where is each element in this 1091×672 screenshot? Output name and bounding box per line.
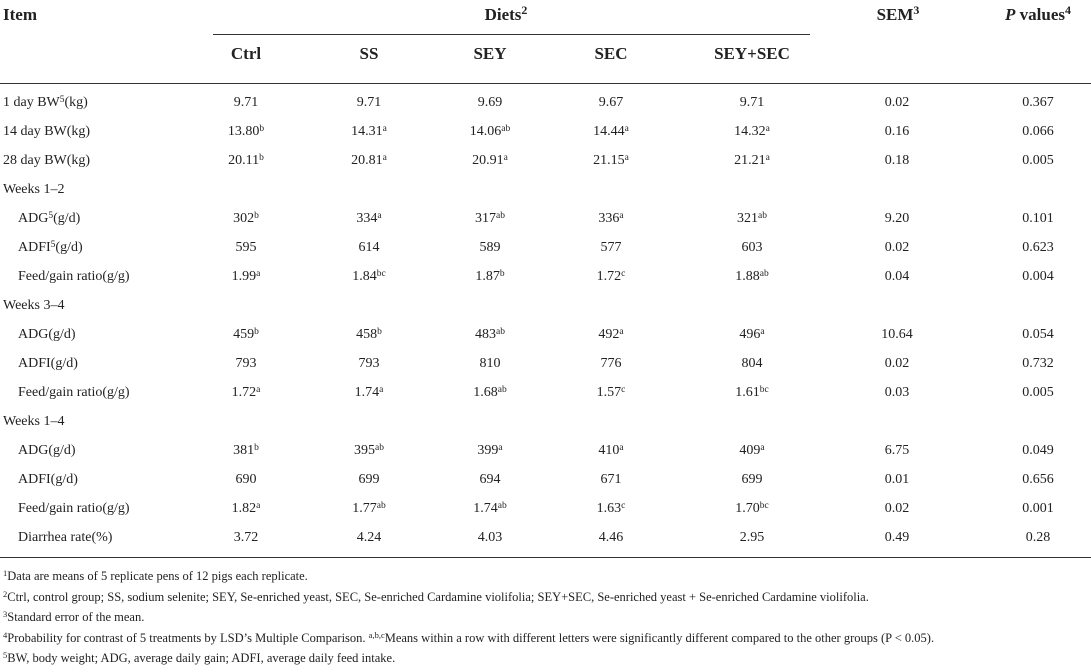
row-label: Feed/gain ratio(g/g) [18, 501, 130, 516]
footnote-2: $^2$Ctrl, control group; SS, sodium selenite; SEY, Se-enriched yeast, SEC, Se-enriched Cardamine violifolia; SEY+SEC, Se-enriched yeast + Se-enriched Cardamine violifolia. [3, 588, 869, 604]
table-cell: 4.03 [477, 530, 503, 545]
table-cell: 1.74$^a$ [354, 384, 384, 400]
header-sem: SEM$^3$ [876, 3, 920, 24]
table-cell: 1.84$^{bc}$ [352, 268, 386, 284]
table-cell: 20.11$^b$ [228, 152, 264, 168]
table-cell: $321^{ab}$ [737, 210, 767, 226]
p-value-cell: 0.054 [1022, 327, 1054, 342]
row-label: ADFI(g/d) [18, 356, 78, 371]
table-cell: 614 [358, 240, 380, 255]
table-cell: 459$^b$ [233, 326, 259, 342]
diets-underline [213, 34, 810, 35]
table-cell: 458$^b$ [356, 326, 382, 342]
p-value-cell: 0.732 [1022, 356, 1054, 371]
table-cell: 20.81$^a$ [351, 152, 387, 168]
table-cell: 810 [479, 356, 501, 371]
header-p-values: P values$^4$ [1005, 3, 1071, 24]
p-value-cell: 0.066 [1022, 124, 1054, 139]
table-cell: 1.77$^{ab}$ [352, 500, 386, 516]
table-cell: 9.69 [477, 95, 503, 110]
row-label: Feed/gain ratio(g/g) [18, 385, 130, 400]
row-label: ADG(g/d) [18, 443, 76, 458]
column-header-sey-sec: SEY+SEC [714, 44, 790, 63]
column-header-ctrl: Ctrl [230, 44, 262, 63]
row-label: ADG$^5$(g/d) [18, 210, 81, 226]
table-cell: 9.71 [233, 95, 259, 110]
p-value-cell: 0.623 [1022, 240, 1054, 255]
table-cell: 1.57$^c$ [596, 384, 626, 400]
p-value-cell: 0.004 [1022, 269, 1054, 284]
sem-cell: 0.01 [884, 472, 910, 487]
table-cell: 381$^b$ [233, 442, 259, 458]
section-label: Weeks 3–4 [3, 298, 65, 313]
row-label: 28 day BW(kg) [3, 153, 91, 168]
table-cell: 1.72$^a$ [231, 384, 261, 400]
header-item: Item [3, 5, 37, 24]
sem-cell: 9.20 [884, 211, 910, 226]
p-value-cell: 0.005 [1022, 385, 1054, 400]
row-label: ADFI$^5$(g/d) [18, 239, 83, 255]
p-value-cell: 0.005 [1022, 153, 1054, 168]
table-cell: 9.71 [356, 95, 382, 110]
table-cell: 334$^a$ [356, 210, 382, 226]
table-cell: 1.61$^{bc}$ [735, 384, 769, 400]
sem-cell: 0.16 [884, 124, 910, 139]
table-cell: 4.24 [356, 530, 382, 545]
p-value-cell: 0.101 [1022, 211, 1054, 226]
footnote-5: $^5$BW, body weight; ADG, average daily gain; ADFI, average daily feed intake. [3, 650, 396, 665]
table-cell: 699 [358, 472, 380, 487]
p-value-cell: 0.001 [1022, 501, 1054, 516]
table-cell: 4.46 [598, 530, 624, 545]
table-cell: $317^{ab}$ [475, 210, 505, 226]
column-header-sey: SEY [473, 44, 507, 63]
table-cell: 776 [600, 356, 622, 371]
table-cell: 496$^a$ [739, 326, 765, 342]
table-cell: 595 [235, 240, 257, 255]
table-cell: 1.99$^a$ [231, 268, 261, 284]
p-value-cell: 0.656 [1022, 472, 1054, 487]
header-diets: Diets$^2$ [484, 3, 528, 24]
table-cell: 9.67 [598, 95, 624, 110]
bottom-rule [0, 557, 1091, 558]
table-cell: 20.91$^a$ [472, 152, 508, 168]
sem-cell: 6.75 [884, 443, 910, 458]
table-cell: 1.74$^{ab}$ [473, 500, 507, 516]
sem-cell: 0.18 [884, 153, 910, 168]
table-cell: 14.32$^a$ [734, 123, 770, 139]
table-cell: 1.70$^{bc}$ [735, 500, 769, 516]
table-cell: 577 [600, 240, 622, 255]
table-cell: 14.06$^{ab}$ [469, 123, 511, 139]
section-label: Weeks 1–4 [3, 414, 65, 429]
table-cell: 793 [235, 356, 257, 371]
p-value-cell: 0.28 [1025, 530, 1051, 545]
table-cell: 699 [741, 472, 763, 487]
table-cell: 3.72 [233, 530, 259, 545]
row-label: 1 day $BW^5(kg)$ [3, 94, 88, 110]
table-cell: 694 [479, 472, 501, 487]
sem-cell: 0.02 [884, 95, 910, 110]
table-cell: 603 [741, 240, 763, 255]
table-cell: 1.63$^c$ [596, 500, 626, 516]
table-cell: 14.44$^a$ [593, 123, 629, 139]
table-cell: 1.87$^b$ [475, 268, 505, 284]
table-cell: 492$^a$ [598, 326, 624, 342]
table-cell: 690 [235, 472, 257, 487]
table-cell: 1.88$^{ab}$ [735, 268, 769, 284]
table-cell: 671 [600, 472, 622, 487]
footnote-1: $^1$Data are means of 5 replicate pens of 12 pigs each replicate. [3, 568, 308, 583]
table-cell: $395^{ab}$ [354, 442, 384, 458]
table-cell: 336$^a$ [598, 210, 624, 226]
sem-cell: 0.02 [884, 356, 910, 371]
p-value-cell: 0.049 [1022, 443, 1054, 458]
column-header-ss: SS [359, 44, 379, 63]
sem-cell: 0.03 [884, 385, 910, 400]
table-cell: 410$^a$ [598, 442, 624, 458]
row-label: ADFI(g/d) [18, 472, 78, 487]
row-label: Feed/gain ratio(g/g) [18, 269, 130, 284]
table-cell: 793 [358, 356, 380, 371]
table-cell: 14.31$^a$ [351, 123, 387, 139]
header-rule [0, 83, 1091, 84]
table-cell: 399$^a$ [477, 442, 503, 458]
table-cell: 409$^a$ [739, 442, 765, 458]
table-cell: 2.95 [739, 530, 765, 545]
p-value-cell: 0.367 [1022, 95, 1054, 110]
table-cell: 21.21$^a$ [734, 152, 770, 168]
table-cell: $483^{ab}$ [475, 326, 505, 342]
section-label: Weeks 1–2 [3, 182, 65, 197]
sem-cell: 0.02 [884, 240, 910, 255]
table-cell: 21.15$^a$ [593, 152, 629, 168]
sem-cell: 10.64 [881, 327, 913, 342]
table-cell: 589 [479, 240, 501, 255]
table-cell: 1.68$^{ab}$ [473, 384, 507, 400]
table-cell: 1.72$^c$ [596, 268, 626, 284]
row-label: 14 day BW(kg) [3, 124, 91, 139]
row-label: Diarrhea rate(%) [18, 530, 113, 545]
sem-cell: 0.04 [884, 269, 910, 284]
row-label: ADG(g/d) [18, 327, 76, 342]
column-header-sec: SEC [594, 44, 628, 63]
sem-cell: 0.49 [884, 530, 910, 545]
table-cell: 1.82$^a$ [231, 500, 261, 516]
table-cell: 13.80$^b$ [227, 123, 265, 139]
table-cell: 9.71 [739, 95, 765, 110]
sem-cell: 0.02 [884, 501, 910, 516]
table-cell: 804 [741, 356, 763, 371]
table-cell: 302$^b$ [233, 210, 259, 226]
footnote-4: $^4$Probability for contrast of 5 treatments by LSD’s Multiple Comparison. $^{a,b,c}$Means within a row with different letters were significantly different compared to the other groups (P < 0.05). [3, 629, 935, 645]
footnote-3: $^3$Standard error of the mean. [3, 609, 145, 624]
